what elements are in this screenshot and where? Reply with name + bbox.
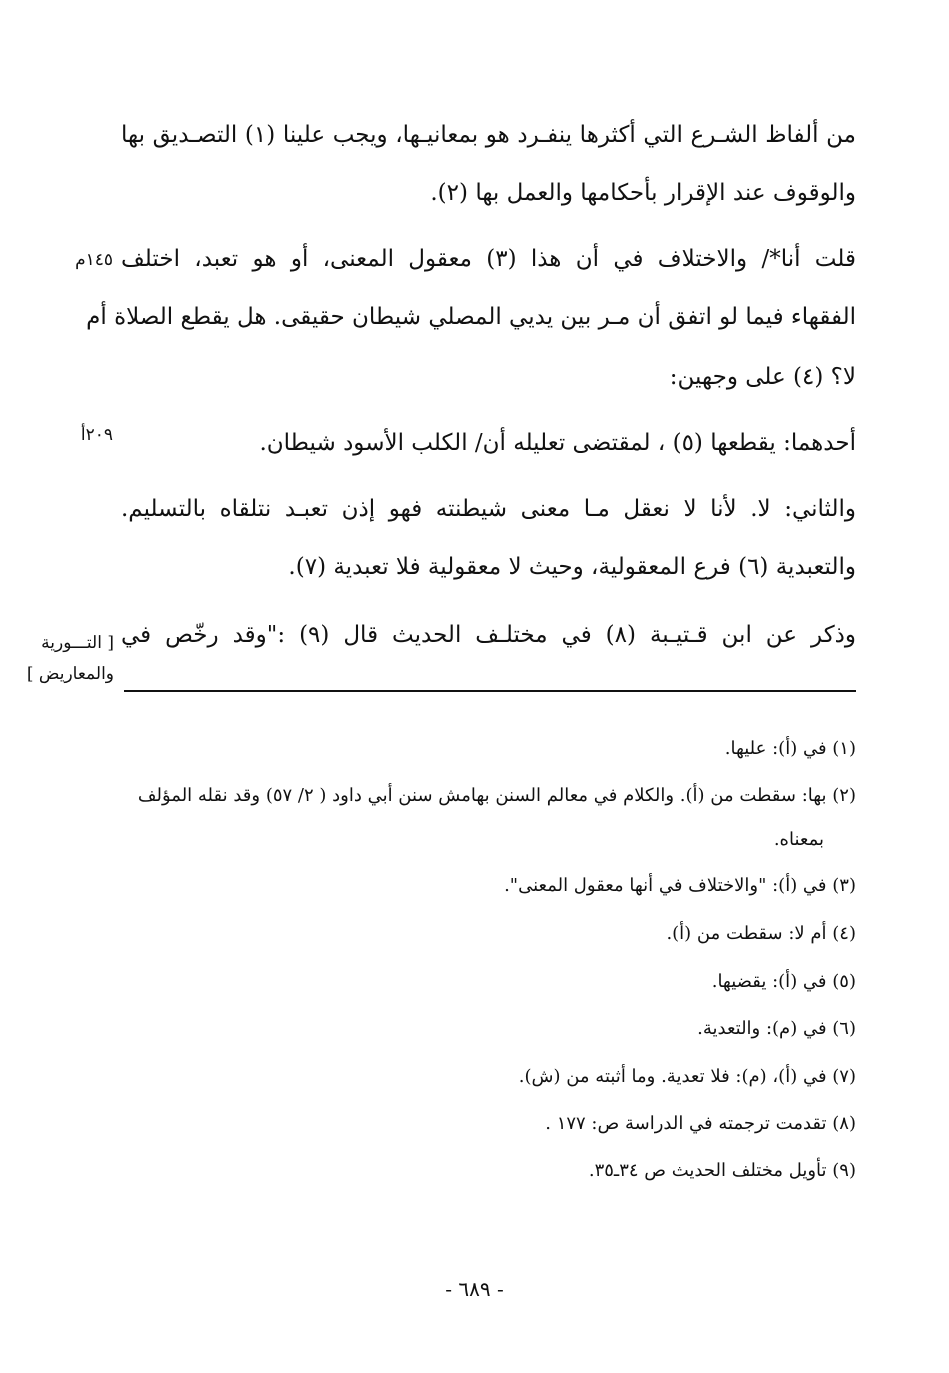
footnote-2-continuation: بمعناه.	[773, 829, 824, 850]
margin-page-ref-1: ١٤٥م	[75, 250, 113, 270]
body-line-9: وذكر عن ابن قـتيـبة (٨) في مختلـف الحديث قال (٩) :"وقد رخّص في	[121, 622, 856, 648]
body-line-4: الفقهاء فيما لو اتفق أن مـر بين يديي المصلي شيطان حقيقى. هل يقطع الصلاة أم	[86, 304, 856, 330]
footnote-1: (١) في (أ): عليها.	[724, 738, 856, 759]
footnote-7: (٧) في (أ)، (م): فلا تعدية. وما أثبته من (ش).	[518, 1066, 856, 1087]
footnote-8: (٨) تقدمت ترجمته في الدراسة ص: ١٧٧ .	[545, 1113, 856, 1134]
footnote-6: (٦) في (م): والتعدية.	[697, 1018, 856, 1039]
body-line-3: قلت أنا*/ والاختلاف في أن هذا (٣) معقول المعنى، أو هو تعبد، اختلف	[121, 246, 856, 272]
footnote-9: (٩) تأويل مختلف الحديث ص ٣٤ـ٣٥.	[588, 1160, 856, 1181]
page-number: - ٦٨٩ -	[445, 1277, 504, 1301]
footnote-5: (٥) في (أ): يقضيها.	[711, 971, 856, 992]
body-line-8: والتعبدية (٦) فرع المعقولية، وحيث لا معقولية فلا تعبدية (٧).	[288, 554, 856, 580]
margin-section-heading-line-1: [ التـــورية	[41, 633, 114, 653]
footnote-4: (٤) أم لا: سقطت من (أ).	[666, 923, 856, 944]
footnote-2: (٢) بها: سقطت من (أ). والكلام في معالم السنن بهامش سنن أبي داود ( ٢/ ٥٧) وقد نقله المؤلف	[137, 785, 856, 806]
body-line-2: والوقوف عند الإقرار بأحكامها والعمل بها (٢).	[430, 180, 856, 206]
margin-page-ref-2: ٢٠٩أ	[80, 425, 113, 445]
body-line-7: والثاني: لا. لأنا لا نعقل مـا معنى شيطنته فهو إذن تعبـد نتلقاه بالتسليم.	[121, 496, 856, 522]
margin-section-heading-line-2: والمعاريض ]	[26, 664, 114, 684]
footnote-separator	[124, 690, 856, 692]
body-line-5: لا؟ (٤) على وجهين:	[669, 364, 856, 390]
body-line-6: أحدهما: يقطعها (٥) ، لمقتضى تعليله أن/ الكلب الأسود شيطان.	[259, 430, 856, 456]
body-line-1: من ألفاظ الشـرع التي أكثرها ينفـرد هو بمعانيـها، ويجب علينا (١) التصـديق بها	[121, 122, 856, 148]
footnote-3: (٣) في (أ): "والاختلاف في أنها معقول المعنى".	[504, 875, 856, 896]
